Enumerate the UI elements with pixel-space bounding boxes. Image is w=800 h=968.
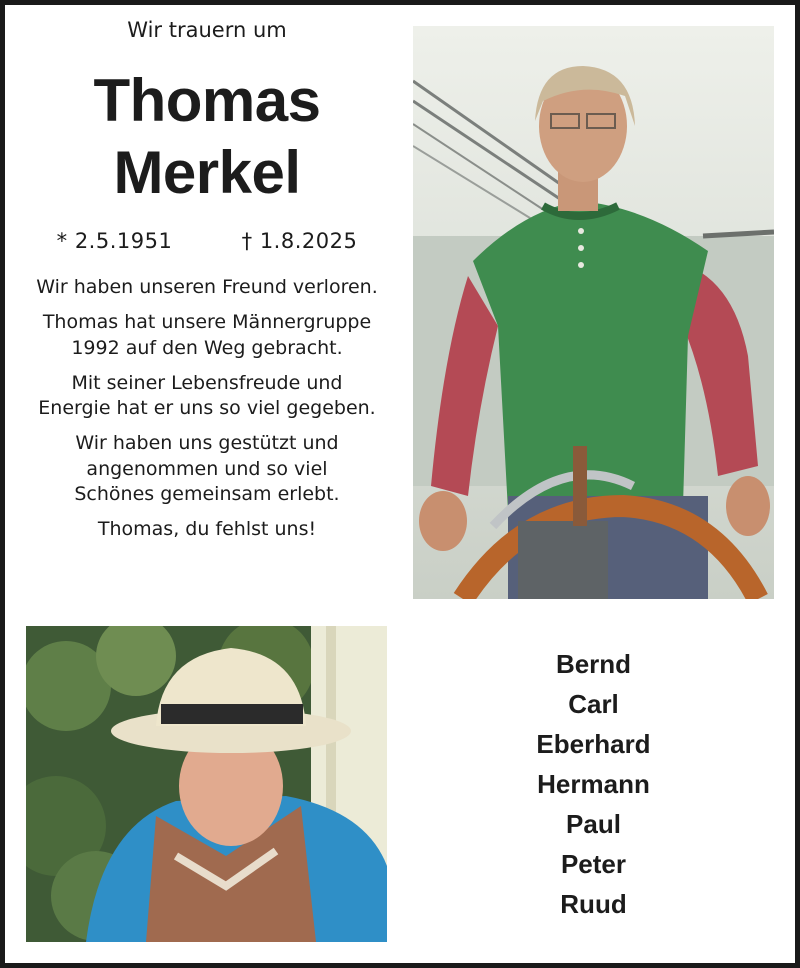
obituary-text-column xyxy=(22,20,392,552)
mourner-name: Ruud xyxy=(560,889,627,919)
mourner-name: Eberhard xyxy=(536,729,651,759)
message-paragraphs xyxy=(22,275,392,542)
deceased-name xyxy=(22,65,392,209)
mourner-name: Carl xyxy=(568,689,619,719)
death-date: † 1.8.2025 xyxy=(241,229,358,253)
message-paragraph: Wir haben uns gestützt und angenommen und so viel Schönes gemeinsam erlebt. xyxy=(74,432,340,505)
life-dates xyxy=(22,229,392,253)
message-paragraph: Wir haben unseren Freund verloren. xyxy=(36,276,378,298)
birth-date: * 2.5.1951 xyxy=(56,229,173,253)
mourner-name: Peter xyxy=(560,849,627,879)
photo-sailor xyxy=(413,26,774,599)
last-name: Merkel xyxy=(113,139,301,206)
mourner-name: Hermann xyxy=(537,769,650,799)
mourner-name: Bernd xyxy=(555,649,632,679)
intro-line: Wir trauern um xyxy=(127,18,287,42)
first-name: Thomas xyxy=(93,67,321,134)
message-paragraph: Thomas, du fehlst uns! xyxy=(97,518,317,541)
mourner-name: Paul xyxy=(566,809,621,839)
hat-man-illustration xyxy=(26,626,387,942)
message-paragraph: Mit seiner Lebensfreude und Energie hat er uns so viel gegeben. xyxy=(38,371,376,420)
message-paragraph: Thomas hat unsere Männergruppe 1992 auf den Weg gebracht. xyxy=(42,311,372,359)
mourners-list xyxy=(413,644,774,924)
photo-man-with-hat xyxy=(26,626,387,942)
sailor-illustration xyxy=(413,26,774,599)
